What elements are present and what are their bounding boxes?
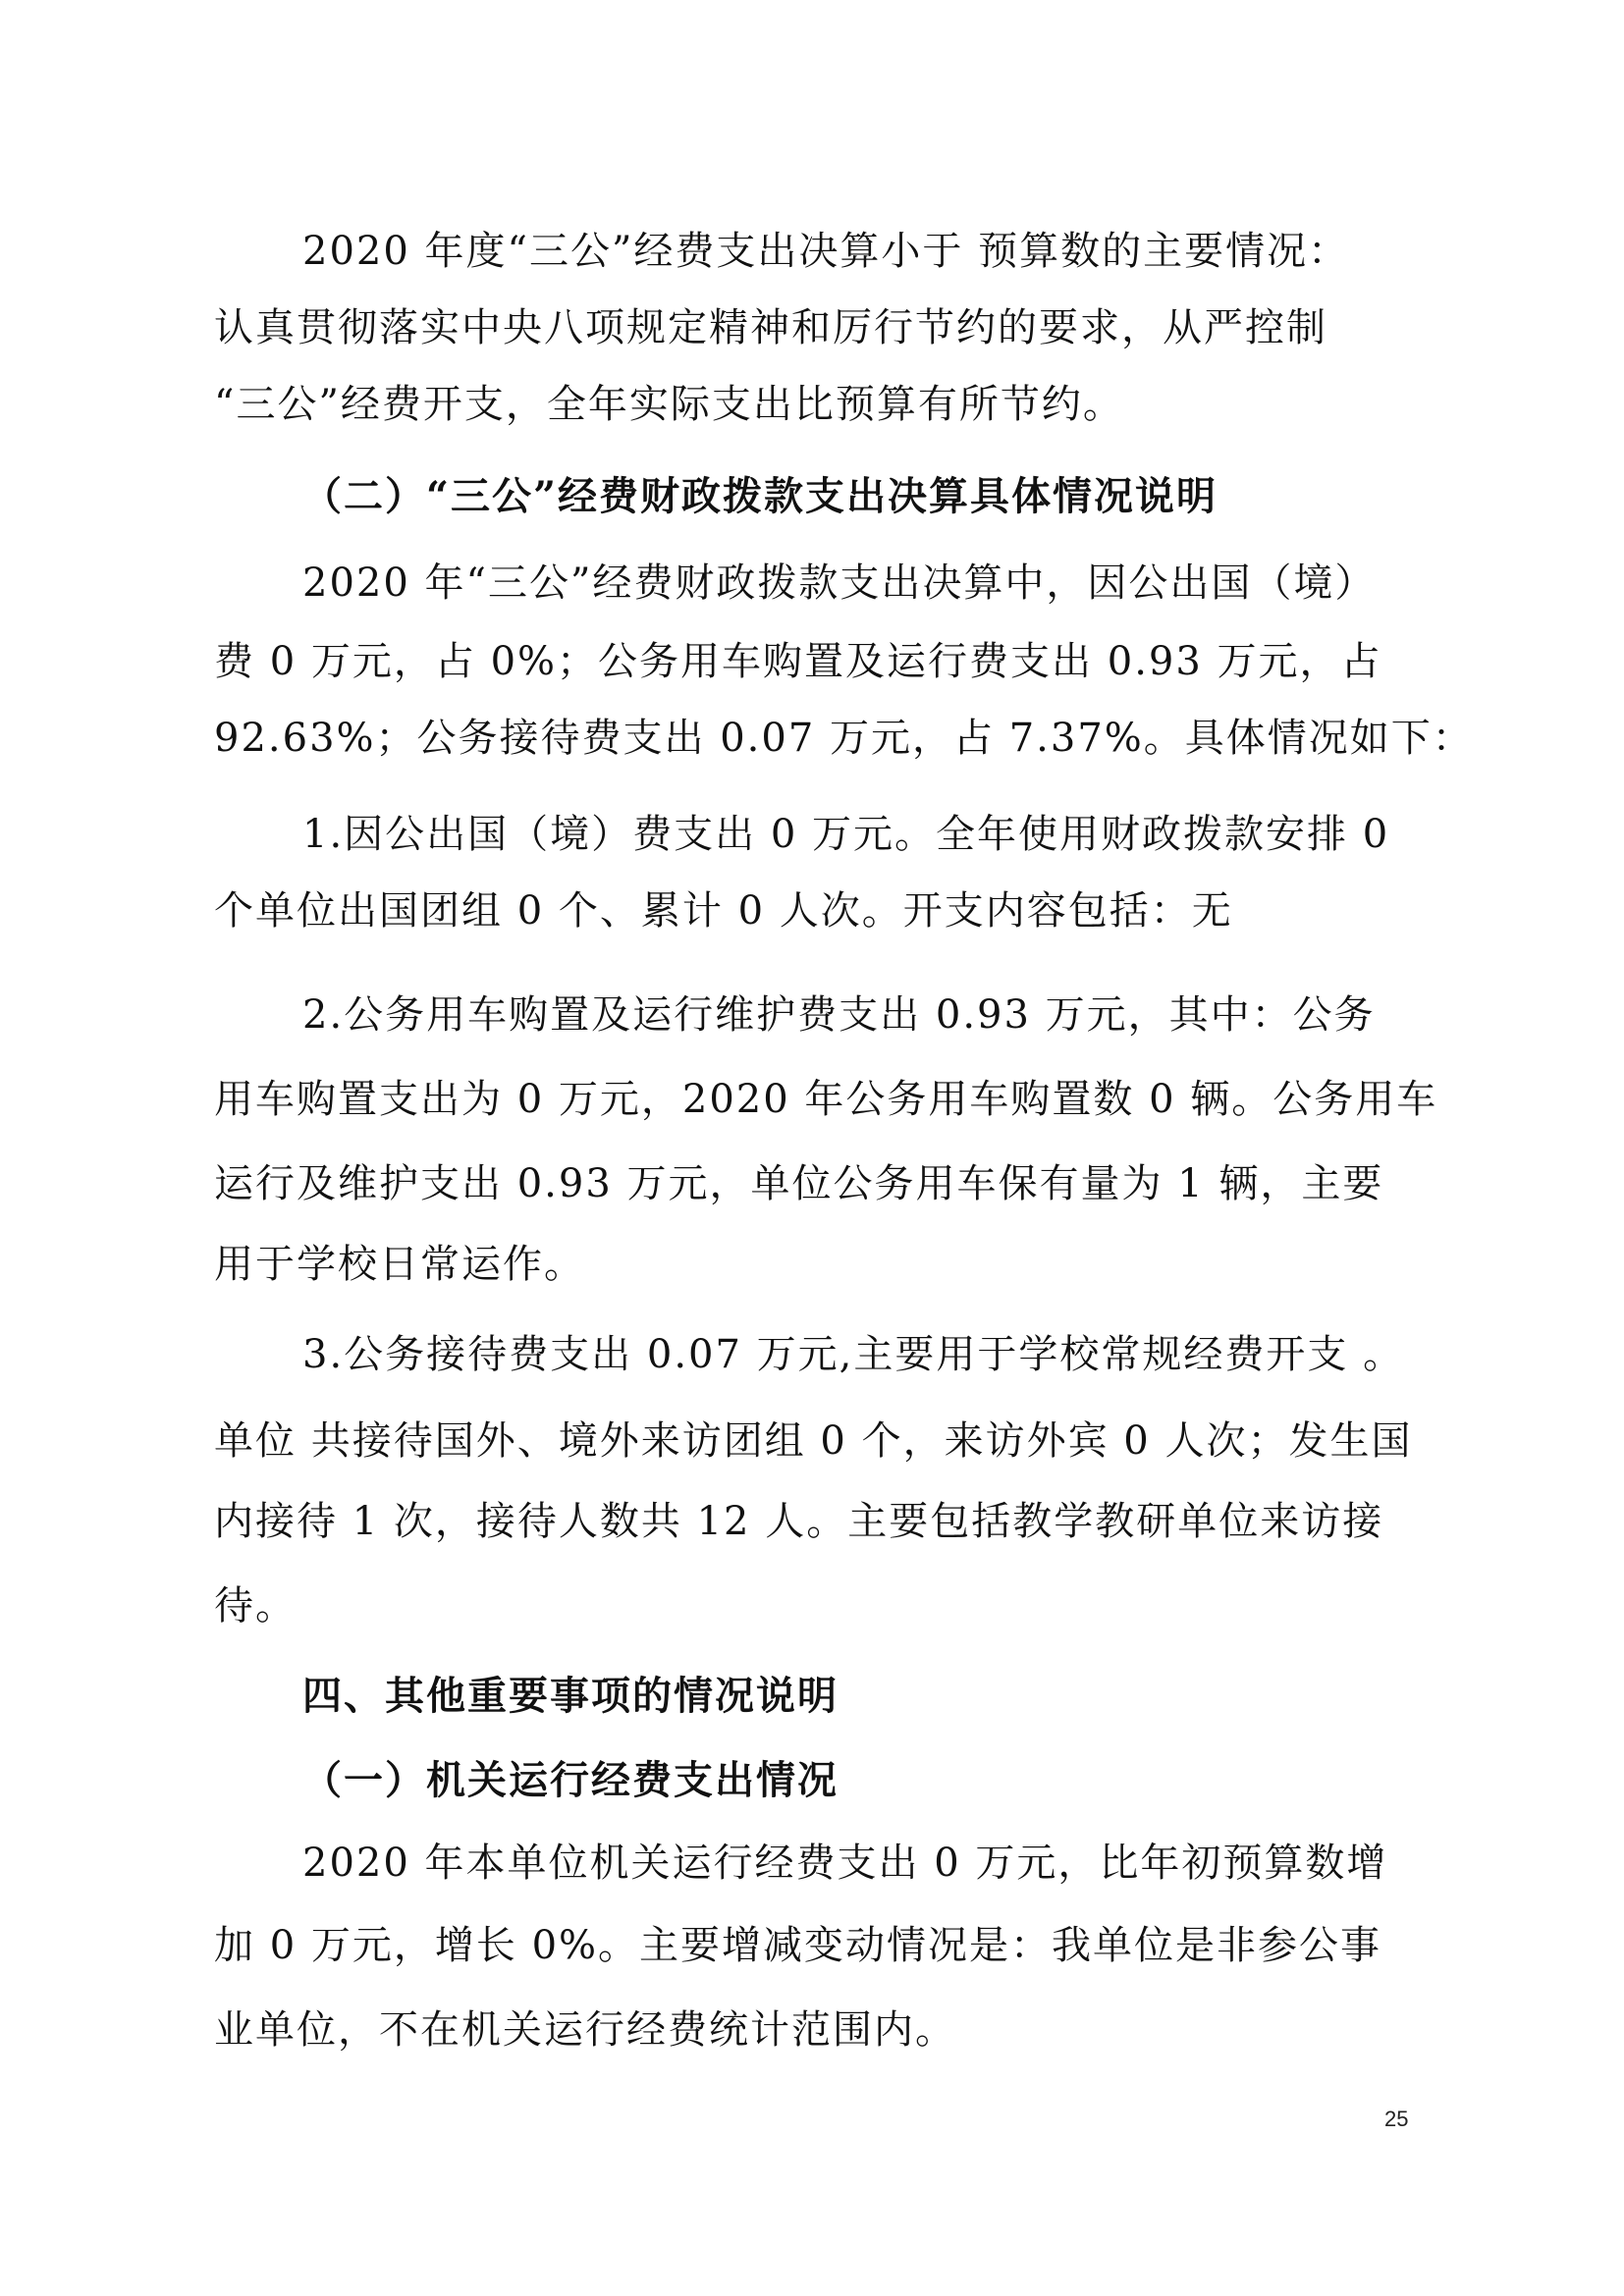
page-number: 25 bbox=[1384, 2107, 1409, 2131]
paragraph-3-line-2: 加 0 万元，增长 0%。主要增减变动情况是：我单位是非参公事 bbox=[214, 1923, 1382, 1968]
paragraph-3-line-1: 2020 年本单位机关运行经费支出 0 万元，比年初预算数增 bbox=[302, 1841, 1388, 1886]
paragraph-2-line-2: 费 0 万元，占 0%；公务用车购置及运行费支出 0.93 万元，占 bbox=[214, 639, 1382, 684]
section-heading-2: （二）“三公”经费财政拨款支出决算具体情况说明 bbox=[302, 473, 1218, 519]
item-3-line-4: 待。 bbox=[214, 1583, 297, 1629]
item-3-line-1: 3.公务接待费支出 0.07 万元,主要用于学校常规经费开支 。 bbox=[302, 1332, 1405, 1377]
paragraph-1-line-3: “三公”经费开支，全年实际支出比预算有所节约。 bbox=[214, 382, 1124, 427]
paragraph-2-line-1: 2020 年“三公”经费财政拨款支出决算中，因公出国（境） bbox=[302, 561, 1377, 606]
item-2-line-1: 2.公务用车购置及运行维护费支出 0.93 万元，其中：公务 bbox=[302, 992, 1376, 1038]
item-2-line-4: 用于学校日常运作。 bbox=[214, 1242, 585, 1287]
section-heading-4: 四、其他重要事项的情况说明 bbox=[302, 1673, 839, 1719]
item-1-line-2: 个单位出国团组 0 个、累计 0 人次。开支内容包括：无 bbox=[214, 888, 1233, 934]
item-1-line-1: 1.因公出国（境）费支出 0 万元。全年使用财政拨款安排 0 bbox=[302, 812, 1390, 857]
paragraph-1-line-1: 2020 年度“三公”经费支出决算小于 预算数的主要情况： bbox=[302, 229, 1350, 274]
subsection-heading-1: （一）机关运行经费支出情况 bbox=[302, 1757, 839, 1803]
item-3-line-2: 单位 共接待国外、境外来访团组 0 个，来访外宾 0 人次；发生国 bbox=[214, 1418, 1413, 1464]
paragraph-1-line-2: 认真贯彻落实中央八项规定精神和厉行节约的要求，从严控制 bbox=[214, 305, 1327, 350]
paragraph-2-line-3: 92.63%；公务接待费支出 0.07 万元，占 7.37%。具体情况如下： bbox=[214, 716, 1474, 761]
item-2-line-3: 运行及维护支出 0.93 万元，单位公务用车保有量为 1 辆，主要 bbox=[214, 1161, 1384, 1206]
item-2-line-2: 用车购置支出为 0 万元，2020 年公务用车购置数 0 辆。公务用车 bbox=[214, 1077, 1438, 1122]
item-3-line-3: 内接待 1 次，接待人数共 12 人。主要包括教学教研单位来访接 bbox=[214, 1499, 1384, 1544]
paragraph-3-line-3: 业单位，不在机关运行经费统计范围内。 bbox=[214, 2007, 956, 2053]
